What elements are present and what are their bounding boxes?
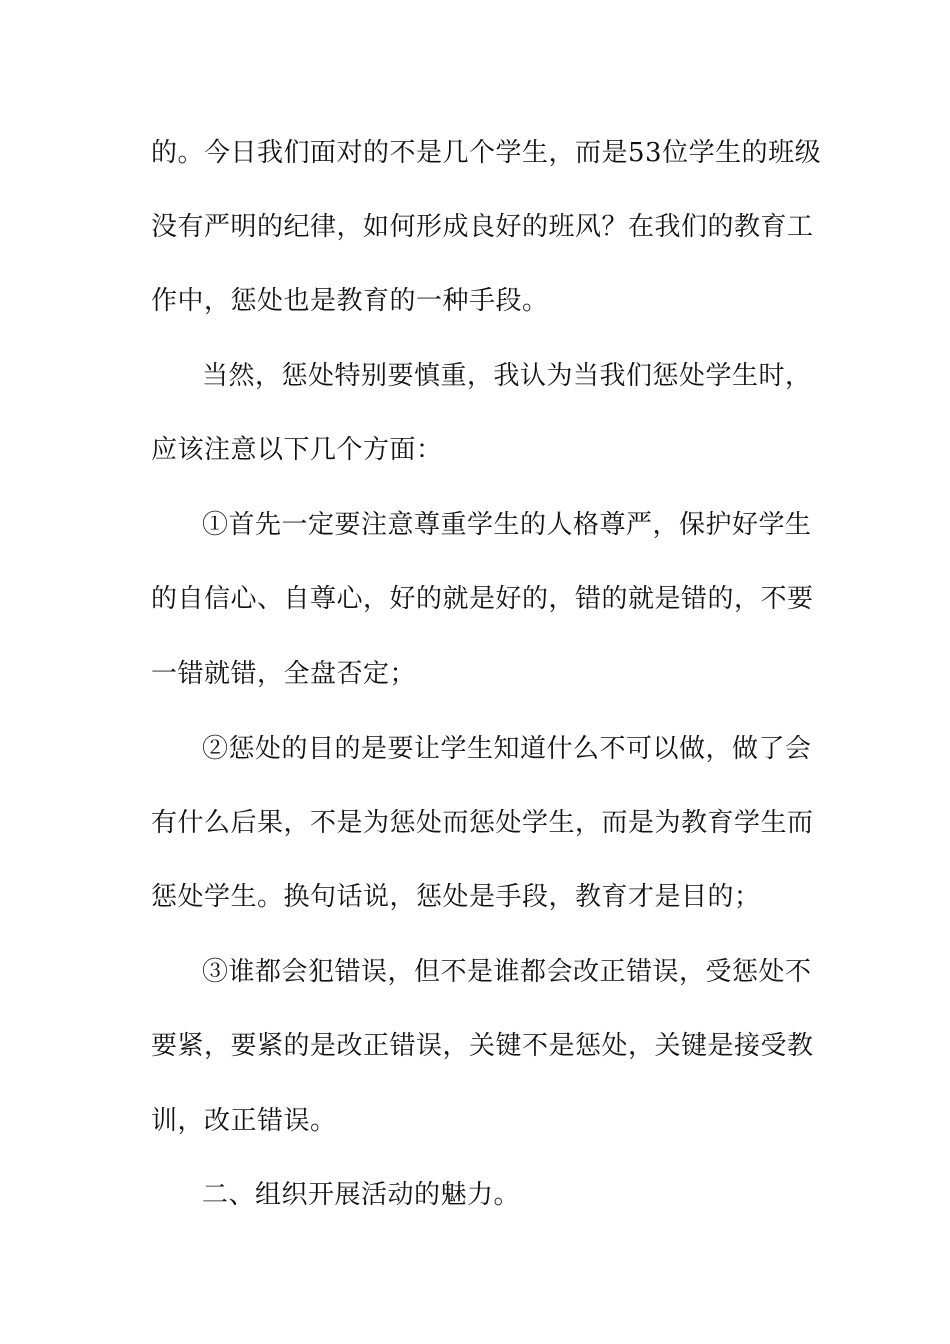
text-line: ②惩处的目的是要让学生知道什么不可以做，做了会 xyxy=(202,734,812,764)
text-line: 的自信心、自尊心，好的就是好的，错的就是错的，不要 xyxy=(151,584,814,614)
text-line: 没有严明的纪律，如何形成良好的班风？在我们的教育工 xyxy=(151,212,814,242)
text-line: 要紧，要紧的是改正错误，关键不是惩处，关键是接受教 xyxy=(151,1031,814,1061)
text-line: 训，改正错误。 xyxy=(151,1106,337,1136)
text-line: 有什么后果，不是为惩处而惩处学生，而是为教育学生而 xyxy=(151,808,814,838)
text-line: 惩处学生。换句话说，惩处是手段，教育才是目的； xyxy=(151,882,761,912)
text-line: ③谁都会犯错误，但不是谁都会改正错误，受惩处不 xyxy=(202,957,812,987)
text-line: 应该注意以下几个方面： xyxy=(151,435,443,465)
section-heading: 二、组织开展活动的魅力。 xyxy=(202,1180,521,1210)
text-line: 一错就错，全盘否定； xyxy=(151,659,417,689)
text-line: ①首先一定要注意尊重学生的人格尊严，保护好学生 xyxy=(202,510,812,540)
text-line: 当然，惩处特别要慎重，我认为当我们惩处学生时， xyxy=(202,361,812,391)
text-line: 的。今日我们面对的不是几个学生，而是53位学生的班级 xyxy=(151,138,822,168)
text-line: 作中，惩处也是教育的一种手段。 xyxy=(151,286,549,316)
